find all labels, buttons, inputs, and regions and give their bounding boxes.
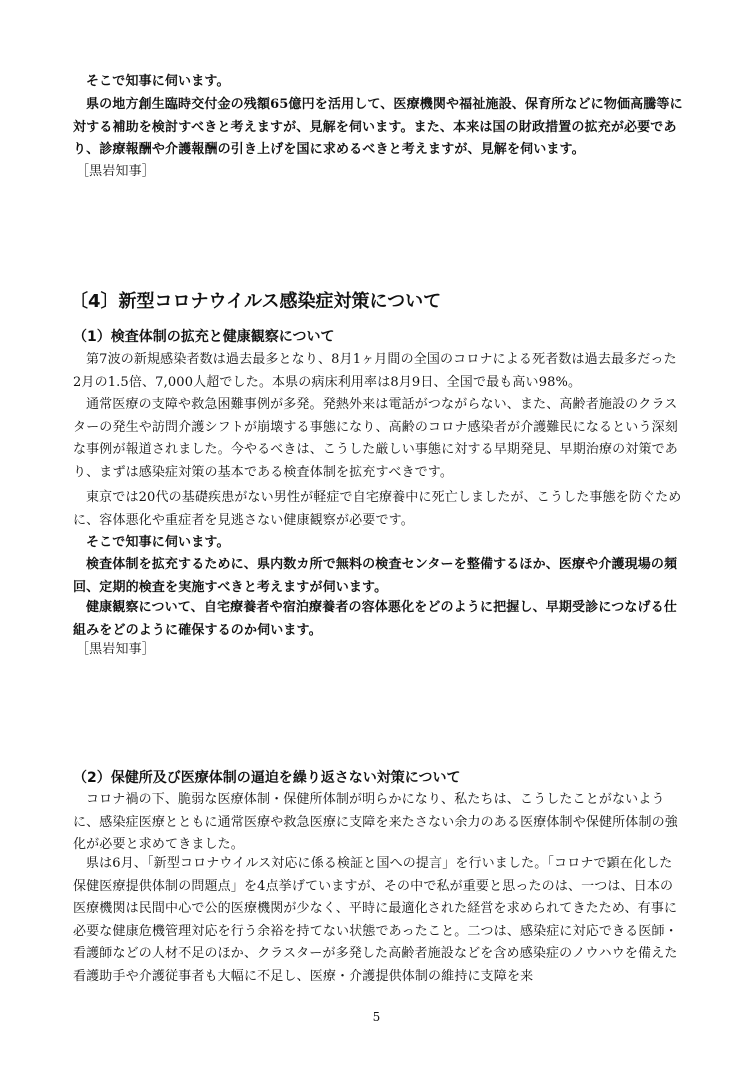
body-paragraph: 県は6月、「新型コロナウイルス対応に係る検証と国への提言」を行いました。「コロナで顕在化した保健医療提供体制の問題点」を4点挙げていますが、その中で私が重要と思ったのは、一つは、日本の医療機関は民間中心で公的医療機関が少なく、平時に最適化された経営を求められてきたため、有事に必要な健康危機管理対応を行う余裕を持てない状態であったこと。二つは、感染症に対応できる医師・看護師などの人材不足のほか、クラスターが多発した高齢者施設などを含め感染症のノウハウを備えた看護助手や介護従事者も大幅に不足し、医療・介護提供体制の維持に支障を来	[73, 856, 678, 984]
subsection-heading: （1）検査体制の拡充と健康観察について	[73, 329, 335, 345]
question-paragraph: 県の地方創生臨時交付金の残額65億円を活用して、医療機関や福祉施設、保育所などに物価高騰等に対する補助を検討すべきと考えますが、見解を伺います。また、本来は国の財政措置の拡充が必要であり、診療報酬や介護報酬の引き上げを国に求めるべきと考えますが、見解を伺います。	[73, 97, 683, 157]
body-paragraph: 第7波の新規感染者数は過去最多となり、8月1ヶ月間の全国のコロナによる死者数は過去最多だった2月の1.5倍、7,000人超でした。本県の病床利用率は8月9日、全国で最も高い98%。	[73, 352, 677, 390]
body-paragraph: コロナ禍の下、脆弱な医療体制・保健所体制が明らかになり、私たちは、こうしたことがないように、感染症医療とともに通常医療や救急医療に支障を来たさない余力のある医療体制や保健所体制の強化が必要と求めてきました。	[73, 792, 678, 852]
respondent-label: ［黒岩知事］	[76, 164, 155, 179]
question-paragraph: 健康観察について、自宅療養者や宿泊療養者の容体悪化をどのように把握し、早期受診につなげる仕組みをどのように確保するのか伺います。	[73, 600, 677, 638]
subsection-heading: （2）保健所及び医療体制の逼迫を繰り返さない対策について	[73, 770, 461, 786]
section-heading: 〔4〕新型コロナウイルス感染症対策について	[70, 291, 442, 312]
ask-governor-line: そこで知事に伺います。	[86, 535, 230, 550]
respondent-label: ［黒岩知事］	[76, 642, 155, 657]
page-number: 5	[372, 1010, 381, 1024]
body-paragraph: 通常医療の支障や救急困難事例が多発。発熱外来は電話がつながらない、また、高齢者施設のクラスターの発生や訪問介護シフトが崩壊する事態になり、高齢のコロナ感染者が介護難民になるという深刻な事例が報道されました。今やるべきは、こうした厳しい事態に対する早期発見、早期治療の対策であり、まずは感染症対策の基本である検査体制を拡充すべきです。	[73, 397, 678, 480]
body-paragraph: 東京では20代の基礎疾患がない男性が軽症で自宅療養中に死亡しましたが、こうした事態を防ぐために、容体悪化や重症者を見逃さない健康観察が必要です。	[73, 490, 682, 528]
ask-governor-line: そこで知事に伺います。	[86, 74, 230, 89]
question-paragraph: 検査体制を拡充するために、県内数カ所で無料の検査センターを整備するほか、医療や介護現場の頻回、定期的検査を実施すべきと考えますが伺います。	[73, 557, 678, 595]
